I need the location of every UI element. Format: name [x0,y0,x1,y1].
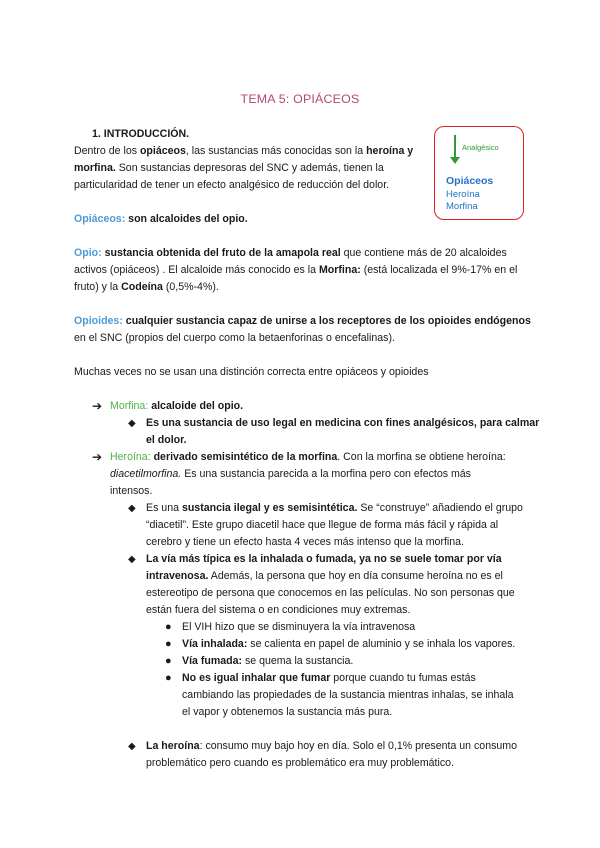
definition-text: son alcaloides del opio. [125,213,248,225]
box-title: Opiáceos [446,175,494,187]
definition-opioides-line-2: en el SNC (propios del cuerpo como la betaenforinas o encefalinas). [74,332,395,344]
term-opio: Opio: [74,247,102,259]
sub-text: Además, la persona que hoy en día consume heroína no es el [208,570,503,582]
bullet-bold: Vía inhalada: [182,638,248,650]
intro-line-1 [74,143,413,160]
definition-text-bold: cualquier sustancia capaz de unirse a los receptores de los opioides endógenos [122,315,531,327]
round-bullet-icon: ● [165,638,172,650]
bullet-via-fumada [182,653,353,670]
heroina-text: Es una sustancia parecida a la morfina pero con efectos más [181,468,471,480]
intro-text: Dentro de los [74,145,140,157]
heroina-sub2-line-1: La vía más típica es la inhalada o fumada, ya no se suele tomar por vía [146,553,502,565]
heroina-line-2 [110,466,471,483]
definition-text: (0,5%-4%). [162,281,219,293]
bullet-bold: No es igual inhalar que fumar [182,672,331,684]
note-text: Muchas veces no se usan una distinción correcta entre opiáceos y opioides [74,366,429,378]
heroina-bold: derivado semisintético de la morfina [150,451,338,463]
analgesic-diagram-box [434,126,524,220]
definition-opio-line-1 [74,245,507,262]
bullet-inhalar-fumar-line-1 [182,670,476,687]
definition-opioides-line-1 [74,313,531,330]
intro-text: , las sustancias más conocidas son la [185,145,367,157]
bullet-bold: Vía fumada: [182,655,243,667]
sub-text: Es una [146,502,182,514]
definition-bold-codeina: Codeína [121,281,163,293]
term-opiaceos: Opiáceos: [74,213,126,225]
morfina-sub-line-1: Es una sustancia de uso legal en medicina con fines analgésicos, para calmar [146,417,540,429]
round-bullet-icon: ● [165,621,172,633]
box-item-heroina: Heroína [446,189,480,200]
sub-bold: La heroína [146,740,200,752]
heroina-sub2-line-2 [146,568,503,585]
sub-text: : consumo muy bajo hoy en día. Solo el 0,1% presenta un consumo [199,740,517,752]
heroina-sub1-line-3: cerebro y tiene un efecto hasta 4 veces más intenso que la morfina. [146,536,464,548]
arrow-bullet-icon: ➔ [92,450,103,464]
heroina-sub1-line-2: “diacetil”. Este grupo diacetil hace que llegue de forma más fácil y rápida al [146,519,499,531]
bullet-text: se calienta en papel de aluminio y se inhala los vapores. [247,638,516,650]
intro-line-2 [74,160,384,177]
heroina-sub2-line-4: están fuera del sistema o en condiciones muy extremas. [146,604,411,616]
term-heroina: Heroína: [110,451,151,463]
bullet-inhalar-fumar-line-2: cambiando las propiedades de la sustancia mientras inhalas, se inhala [182,689,514,701]
definition-text: fruto) y la [74,281,122,293]
term-morfina: Morfina: [110,400,149,412]
bullet-text: se quema la sustancia. [242,655,354,667]
term-opioides: Opioides: [74,315,123,327]
round-bullet-icon: ● [165,672,172,684]
intro-text: Son sustancias depresoras del SNC y además, tienen la [115,162,384,174]
page-title: TEMA 5: OPIÁCEOS [240,92,360,106]
sub-bold: sustancia ilegal y es semisintética. [181,502,358,514]
section-heading: 1. INTRODUCCIÓN. [92,128,190,140]
bullet-via-inhalada [182,636,515,653]
definition-bold-morfina: Morfina: [318,264,361,276]
heroina-sub1-line-1 [146,500,523,517]
definition-opio-line-3 [74,279,219,296]
intro-bold-opiaceos: opiáceos [139,145,186,157]
diamond-bullet-icon: ◆ [128,741,136,752]
heroina-sub2-line-3: estereotipo de persona que conocemos en las películas. No son personas que [146,587,515,599]
heroina-italic-diacetilmorfina: diacetilmorfina. [110,468,182,480]
heroina-line-3: intensos. [110,485,153,497]
diamond-bullet-icon: ◆ [128,554,136,565]
sub-bold: intravenosa. [146,570,209,582]
sub-text: Se “construye” añadiendo el grupo [357,502,523,514]
definition-text: activos (opiáceos) . El alcaloide más conocido es la [74,264,319,276]
definition-opiaceos [74,211,248,228]
intro-bold-heroina: heroína y [366,145,414,157]
morfina-item [110,398,243,415]
bullet-vih: El VIH hizo que se disminuyera la vía intravenosa [182,621,416,633]
bullet-inhalar-fumar-line-3: el vapor y obtenemos la sustancia más pura. [182,706,393,718]
box-item-morfina: Morfina [446,201,478,212]
bullet-text: porque cuando tu fumas estás [330,672,476,684]
intro-line-3: particularidad de tener un efecto analgésico de reducción del dolor. [74,179,390,191]
arrow-label: Analgésico [462,143,499,152]
definition-text: que contiene más de 20 alcaloides [340,247,507,259]
heroina-sub3-line-1 [146,738,517,755]
heroina-sub3-line-2: problemático pero cuando es problemático era muy problemático. [146,757,454,769]
round-bullet-icon: ● [165,655,172,667]
definition-text: (está localizada el 9%-17% en el [360,264,518,276]
diamond-bullet-icon: ◆ [128,418,136,429]
arrow-head-icon [450,157,460,164]
heroina-text: . Con la morfina se obtiene heroína: [337,451,506,463]
definition-text-bold: sustancia obtenida del fruto de la amapola real [101,247,341,259]
diamond-bullet-icon: ◆ [128,503,136,514]
intro-bold-morfina: morfina. [74,162,116,174]
morfina-text: alcaloide del opio. [148,400,244,412]
definition-opio-line-2 [74,262,517,279]
morfina-sub-line-2: el dolor. [146,434,187,446]
arrow-bullet-icon: ➔ [92,399,103,413]
heroina-line-1 [110,449,506,466]
